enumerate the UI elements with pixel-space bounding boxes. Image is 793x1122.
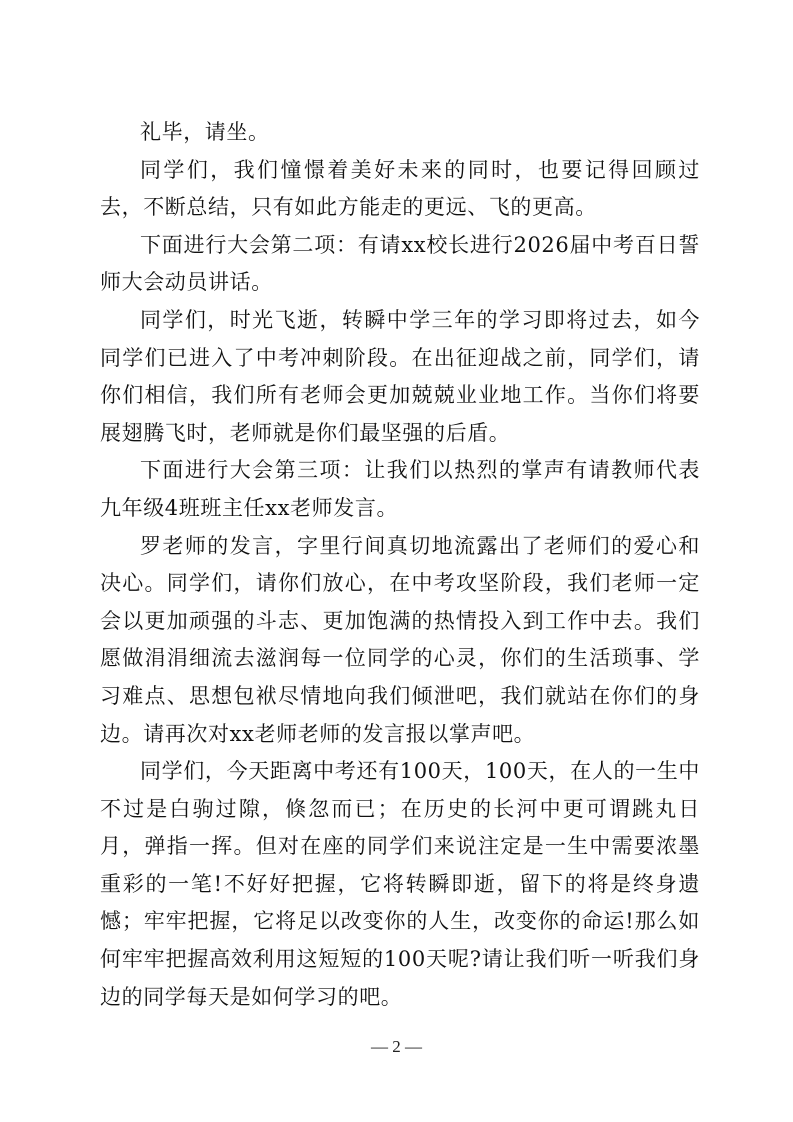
paragraph-7: 同学们，今天距离中考还有100天，100天，在人的一生中不过是白驹过隙，倏忽而已；在历史的长河中更可谓跳丸日月，弹指一挥。但对在座的同学们来说注定是一生中需要浓墨重彩的一笔!不好好把握，它将转瞬即逝，留下的将是终身遗憾；牢牢把握，它将足以改变你的人生，改变你的命运!那么如何牢牢把握高效利用这短短的100天呢?请让我们听一听我们身边的同学每天是如何学习的吧。 <box>100 759 700 1009</box>
paragraph-4: 同学们，时光飞逝，转瞬中学三年的学习即将过去，如今同学们已进入了中考冲刺阶段。在出征迎战之前，同学们，请你们相信，我们所有老师会更加兢兢业业地工作。当你们将要展翅腾飞时，老师就是你们最坚强的后盾。 <box>100 307 700 445</box>
paragraph-1: 礼毕，请坐。 <box>140 120 270 144</box>
paragraph-2: 同学们，我们憧憬着美好未来的同时，也要记得回顾过去，不断总结，只有如此方能走的更远、飞的更高。 <box>100 157 700 220</box>
page-number: — 2 — <box>371 1037 422 1056</box>
paragraph-6: 罗老师的发言，字里行间真切地流露出了老师们的爱心和决心。同学们，请你们放心，在中考攻坚阶段，我们老师一定会以更加顽强的斗志、更加饱满的热情投入到工作中去。我们愿做涓涓细流去滋润每一位同学的心灵，你们的生活琐事、学习难点、思想包袱尽情地向我们倾泄吧，我们就站在你们的身边。请再次对xx老师老师的发言报以掌声吧。 <box>100 533 700 746</box>
paragraph-5: 下面进行大会第三项：让我们以热烈的掌声有请教师代表九年级4班班主任xx老师发言。 <box>100 458 700 520</box>
document-body <box>100 114 700 1016</box>
paragraph-3: 下面进行大会第二项：有请xx校长进行2026届中考百日誓师大会动员讲话。 <box>100 232 700 295</box>
